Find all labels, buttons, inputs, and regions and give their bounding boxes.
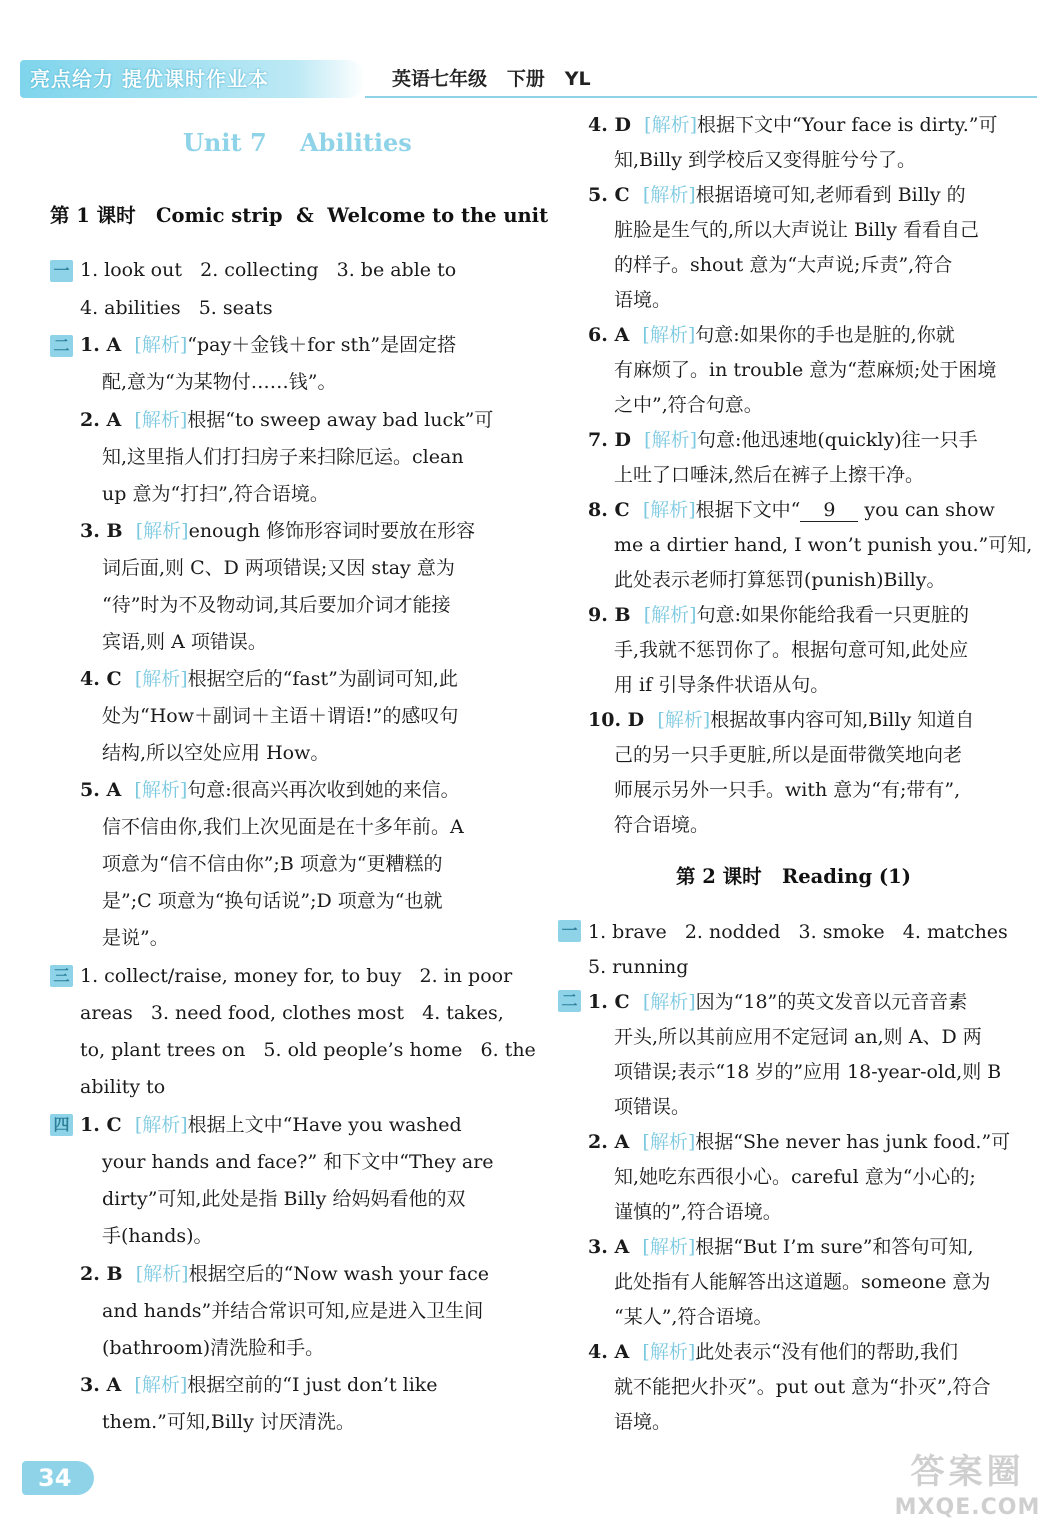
right-answer-item xyxy=(588,984,967,1021)
explanation-text: 根据“to sweep away bad luck”可 xyxy=(187,409,494,431)
explanation-text: 因为“18”的英文发音以元音音素 xyxy=(695,991,968,1013)
right-text-line: “某人”,符合语境。 xyxy=(614,1306,773,1328)
explanation-tag: [解析] xyxy=(642,184,696,206)
left-text-line: areas 3. need food, clothes most 4. takes, xyxy=(80,1002,504,1024)
explanation-text: “pay＋金钱＋for sth”是固定搭 xyxy=(187,334,457,356)
right-text-line: 1. brave 2. nodded 3. smoke 4. matches xyxy=(588,921,1008,943)
right-answer-item xyxy=(588,597,969,634)
item-number: 8. C xyxy=(588,499,643,521)
explanation-tag: [解析] xyxy=(642,991,696,1013)
left-text-line: your hands and face?” 和下文中“They are xyxy=(102,1151,494,1173)
explanation-tag: [解析] xyxy=(642,1341,696,1363)
right-text-line: 有麻烦了。in trouble 意为“惹麻烦;处于困境 xyxy=(614,359,997,381)
explanation-text: 根据“She never has junk food.”可 xyxy=(695,1131,1011,1153)
left-text-line: 处为“How＋副词＋主语＋谓语!”的感叹句 xyxy=(102,705,459,727)
left-text-line: 词后面,则 C、D 两项错误;又因 stay 意为 xyxy=(102,557,455,579)
item-number: 5. C xyxy=(588,184,643,206)
item-number: 2. B xyxy=(80,1263,136,1285)
section-mark-1: 一 xyxy=(50,260,73,282)
right-text-line: 项错误。 xyxy=(614,1096,691,1118)
left-answer-item xyxy=(80,1107,462,1144)
explanation-text: 句意:他迅速地(quickly)往一只手 xyxy=(696,429,978,451)
left-text-line: 1. look out 2. collecting 3. be able to xyxy=(80,259,457,281)
left-text-line: ability to xyxy=(80,1076,166,1098)
explanation-tag: [解析] xyxy=(134,1374,188,1396)
left-text-line: to, plant trees on 5. old people’s home 6. the xyxy=(80,1039,536,1061)
explanation-tag: [解析] xyxy=(657,709,711,731)
item-number: 3. A xyxy=(588,1236,643,1258)
header-brand: 亮点给力 提优课时作业本 xyxy=(30,67,269,91)
explanation-tag: [解析] xyxy=(642,499,696,521)
left-answer-item xyxy=(80,513,475,550)
explanation-tag: [解析] xyxy=(134,1114,188,1136)
right-text-line: 的样子。shout 意为“大声说;斥责”,符合 xyxy=(614,254,953,276)
left-answer-item xyxy=(80,402,493,439)
section-mark-2: 二 xyxy=(50,335,73,357)
left-text-line: 知,这里指人们打扫房子来扫除厄运。clean xyxy=(102,446,464,468)
explanation-tag: [解析] xyxy=(642,324,696,346)
explanation-text: 根据语境可知,老师看到 Billy 的 xyxy=(695,184,966,206)
item-number: 1. A xyxy=(80,334,135,356)
explanation-tag: [解析] xyxy=(134,334,188,356)
explanation-text: 根据空前的“I just don’t like xyxy=(187,1374,438,1396)
right-answer-item xyxy=(588,492,995,529)
left-text-line: 信不信由你,我们上次见面是在十多年前。A xyxy=(102,816,464,838)
right-text-line: 师展示另外一只手。with 意为“有;带有”, xyxy=(614,779,961,801)
right-text-line: 语境。 xyxy=(614,1411,672,1433)
section-mark-3: 三 xyxy=(50,965,73,987)
right-answer-item xyxy=(588,702,974,739)
right-text-line: 就不能把火扑灭”。put out 意为“扑灭”,符合 xyxy=(614,1376,991,1398)
right-answer-item xyxy=(588,1229,974,1266)
left-answer-item xyxy=(80,327,456,364)
lesson-2-title: 第 2 课时 Reading (1) xyxy=(676,865,911,888)
explanation-tag: [解析] xyxy=(642,1131,696,1153)
explanation-text: 根据下文中“ xyxy=(695,499,801,521)
item-number: 5. A xyxy=(80,779,135,801)
explanation-tag: [解析] xyxy=(135,520,189,542)
right-text-line: 谨慎的”,符合语境。 xyxy=(614,1201,782,1223)
right-answer-item xyxy=(588,177,966,214)
explanation-tag: [解析] xyxy=(643,604,697,626)
item-number: 10. D xyxy=(588,709,658,731)
right-text-line: 此处表示老师打算惩罚(punish)Billy。 xyxy=(614,569,946,591)
item-number: 1. C xyxy=(588,991,643,1013)
left-text-line: 是说”。 xyxy=(102,927,169,949)
right-answer-item xyxy=(588,1334,958,1371)
right-text-line: 用 if 引导条件状语从句。 xyxy=(614,674,830,696)
unit-title: Unit 7 Abilities xyxy=(183,128,412,157)
right-answer-item xyxy=(588,422,978,459)
watermark-url: MXQE.COM xyxy=(894,1495,1041,1520)
right-text-line: 手,我就不惩罚你了。根据句意可知,此处应 xyxy=(614,639,969,661)
explanation-text: 根据上文中“Have you washed xyxy=(187,1114,462,1136)
explanation-text: 根据“But I’m sure”和答句可知, xyxy=(695,1236,974,1258)
left-text-line: 手(hands)。 xyxy=(102,1225,213,1247)
right-text-line: 上吐了口唾沫,然后在裤子上擦干净。 xyxy=(614,464,925,486)
lesson-1-title: 第 1 课时 Comic strip & Welcome to the unit xyxy=(50,204,549,227)
left-text-line: 4. abilities 5. seats xyxy=(80,297,273,319)
right-text-line: 符合语境。 xyxy=(614,814,710,836)
right-text-line: 之中”,符合句意。 xyxy=(614,394,763,416)
left-text-line: 配,意为“为某物付……钱”。 xyxy=(102,371,337,393)
left-text-line: “待”时为不及物动词,其后要加介词才能接 xyxy=(102,594,451,616)
item-number: 7. D xyxy=(588,429,645,451)
header-divider xyxy=(365,96,1037,98)
item-number: 2. A xyxy=(588,1131,643,1153)
right-text-line: 开头,所以其前应用不定冠词 an,则 A、D 两 xyxy=(614,1026,982,1048)
right-answer-item xyxy=(588,317,955,354)
right-text-line: 脏脸是生气的,所以大声说让 Billy 看看自己 xyxy=(614,219,980,241)
item-number: 4. C xyxy=(80,668,135,690)
explanation-tag: [解析] xyxy=(135,1263,189,1285)
item-number: 3. A xyxy=(80,1374,135,1396)
item-number: 3. B xyxy=(80,520,136,542)
explanation-tag: [解析] xyxy=(644,429,697,451)
right-answer-item xyxy=(588,1124,1010,1161)
explanation-text: 根据故事内容可知,Billy 知道自 xyxy=(710,709,975,731)
item-number: 4. D xyxy=(588,114,645,136)
right-text-line: 己的另一只手更脏,所以是面带微笑地向老 xyxy=(614,744,963,766)
explanation-tag: [解析] xyxy=(642,1236,696,1258)
item-number: 2. A xyxy=(80,409,135,431)
right-text-line: me a dirtier hand, I won’t punish you.”可知, xyxy=(614,534,1033,556)
explanation-text: 句意:很高兴再次收到她的来信。 xyxy=(187,779,460,801)
watermark-text: 答案圈 xyxy=(910,1452,1025,1492)
explanation-tag: [解析] xyxy=(644,114,697,136)
item-number: 1. C xyxy=(80,1114,135,1136)
left-answer-item xyxy=(80,772,460,809)
section-mark-4: 四 xyxy=(50,1114,73,1136)
explanation-text: you can show xyxy=(858,499,995,521)
left-text-line: them.”可知,Billy 讨厌清洗。 xyxy=(102,1411,355,1433)
explanation-text: 句意:如果你能给我看一只更脏的 xyxy=(696,604,969,626)
left-text-line: 项意为“信不信由你”;B 项意为“更糟糕的 xyxy=(102,853,443,875)
left-answer-item xyxy=(80,661,458,698)
left-text-line: 1. collect/raise, money for, to buy 2. in poor xyxy=(80,965,513,987)
explanation-text: 根据空后的“fast”为副词可知,此 xyxy=(187,668,458,690)
left-text-line: 结构,所以空处应用 How。 xyxy=(102,742,330,764)
explanation-text: 根据空后的“Now wash your face xyxy=(188,1263,490,1285)
explanation-text: 根据下文中“Your face is dirty.”可 xyxy=(696,114,998,136)
blank-number: 9 xyxy=(800,499,858,522)
right-text-line: 项错误;表示“18 岁的”应用 18-year-old,则 B xyxy=(614,1061,1002,1083)
right-text-line: 语境。 xyxy=(614,289,672,311)
explanation-tag: [解析] xyxy=(134,779,188,801)
left-text-line: up 意为“打扫”,符合语境。 xyxy=(102,483,329,505)
right-text-line: 此处指有人能解答出这道题。someone 意为 xyxy=(614,1271,991,1293)
right-text-line: 知,Billy 到学校后又变得脏兮兮了。 xyxy=(614,149,917,171)
section-mark-5: 一 xyxy=(558,920,581,942)
explanation-tag: [解析] xyxy=(134,409,188,431)
header-subject: 英语七年级 下册 YL xyxy=(392,68,591,90)
explanation-text: 此处表示“没有他们的帮助,我们 xyxy=(695,1341,959,1363)
left-text-line: 宾语,则 A 项错误。 xyxy=(102,631,267,653)
left-text-line: and hands”并结合常识可知,应是进入卫生间 xyxy=(102,1300,484,1322)
watermark-logo xyxy=(885,1450,1050,1530)
left-text-line: (bathroom)清洗脸和手。 xyxy=(102,1337,325,1359)
left-answer-item xyxy=(80,1367,438,1404)
right-text-line: 5. running xyxy=(588,956,689,978)
section-mark-6: 二 xyxy=(558,990,581,1012)
page-number: 34 xyxy=(22,1461,94,1495)
explanation-text: enough 修饰形容词时要放在形容 xyxy=(188,520,476,542)
left-text-line: dirty”可知,此处是指 Billy 给妈妈看他的双 xyxy=(102,1188,466,1210)
item-number: 9. B xyxy=(588,604,644,626)
left-answer-item xyxy=(80,1256,489,1293)
explanation-tag: [解析] xyxy=(134,668,188,690)
item-number: 4. A xyxy=(588,1341,643,1363)
item-number: 6. A xyxy=(588,324,643,346)
left-text-line: 是”;C 项意为“换句话说”;D 项意为“也就 xyxy=(102,890,443,912)
right-text-line: 知,她吃东西很小心。careful 意为“小心的; xyxy=(614,1166,976,1188)
right-answer-item xyxy=(588,107,997,144)
explanation-text: 句意:如果你的手也是脏的,你就 xyxy=(695,324,955,346)
